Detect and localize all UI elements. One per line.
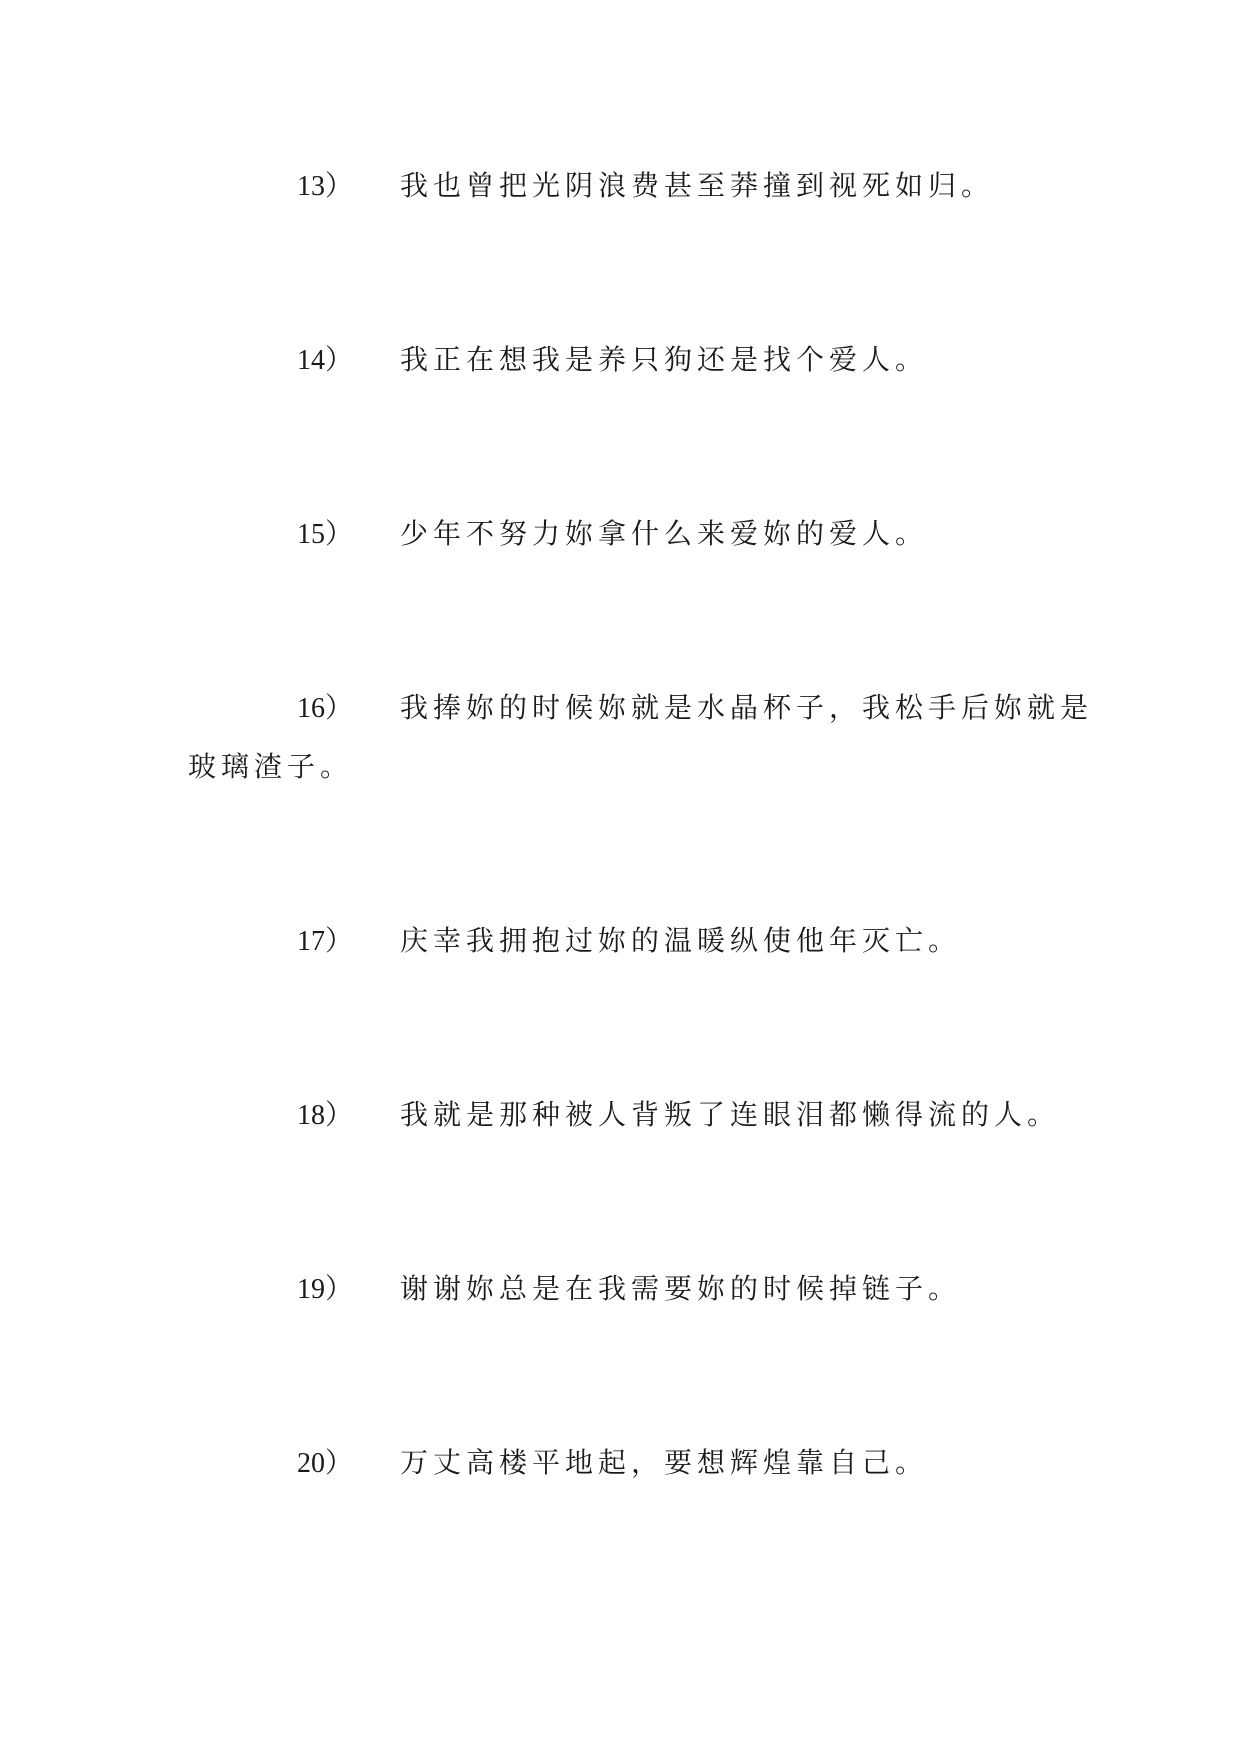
item-number: 16） — [297, 693, 354, 724]
item-number: 13） — [297, 171, 354, 202]
item-text: 我正在想我是养只狗还是找个爱人。 — [400, 343, 929, 376]
item-number: 18） — [297, 1100, 354, 1131]
list-item — [188, 331, 1068, 390]
item-number: 19） — [297, 1274, 354, 1305]
item-number: 17） — [297, 926, 354, 957]
item-text: 庆幸我拥抱过妳的温暖纵使他年灭亡。 — [400, 924, 962, 957]
list-item — [188, 505, 1068, 564]
item-text: 少年不努力妳拿什么来爱妳的爱人。 — [400, 517, 929, 550]
item-text: 万丈高楼平地起，要想辉煌靠自己。 — [400, 1446, 929, 1479]
item-text: 我就是那种被人背叛了连眼泪都懒得流的人。 — [400, 1098, 1061, 1131]
list-item — [188, 1260, 1068, 1319]
list-item — [188, 912, 1068, 971]
item-text: 我也曾把光阴浪费甚至莽撞到视死如归。 — [400, 169, 995, 202]
item-number: 20） — [297, 1448, 354, 1479]
item-text-continuation: 玻璃渣子。 — [188, 750, 354, 783]
list-item — [188, 1086, 1068, 1145]
item-number: 15） — [297, 519, 354, 550]
list-item — [188, 679, 1094, 796]
list-item — [188, 157, 1068, 216]
item-number: 14） — [297, 345, 354, 376]
list-item — [188, 1434, 1068, 1493]
item-text: 谢谢妳总是在我需要妳的时候掉链子。 — [400, 1272, 962, 1305]
item-text: 我捧妳的时候妳就是水晶杯子，我松手后妳就是 — [400, 691, 1094, 724]
